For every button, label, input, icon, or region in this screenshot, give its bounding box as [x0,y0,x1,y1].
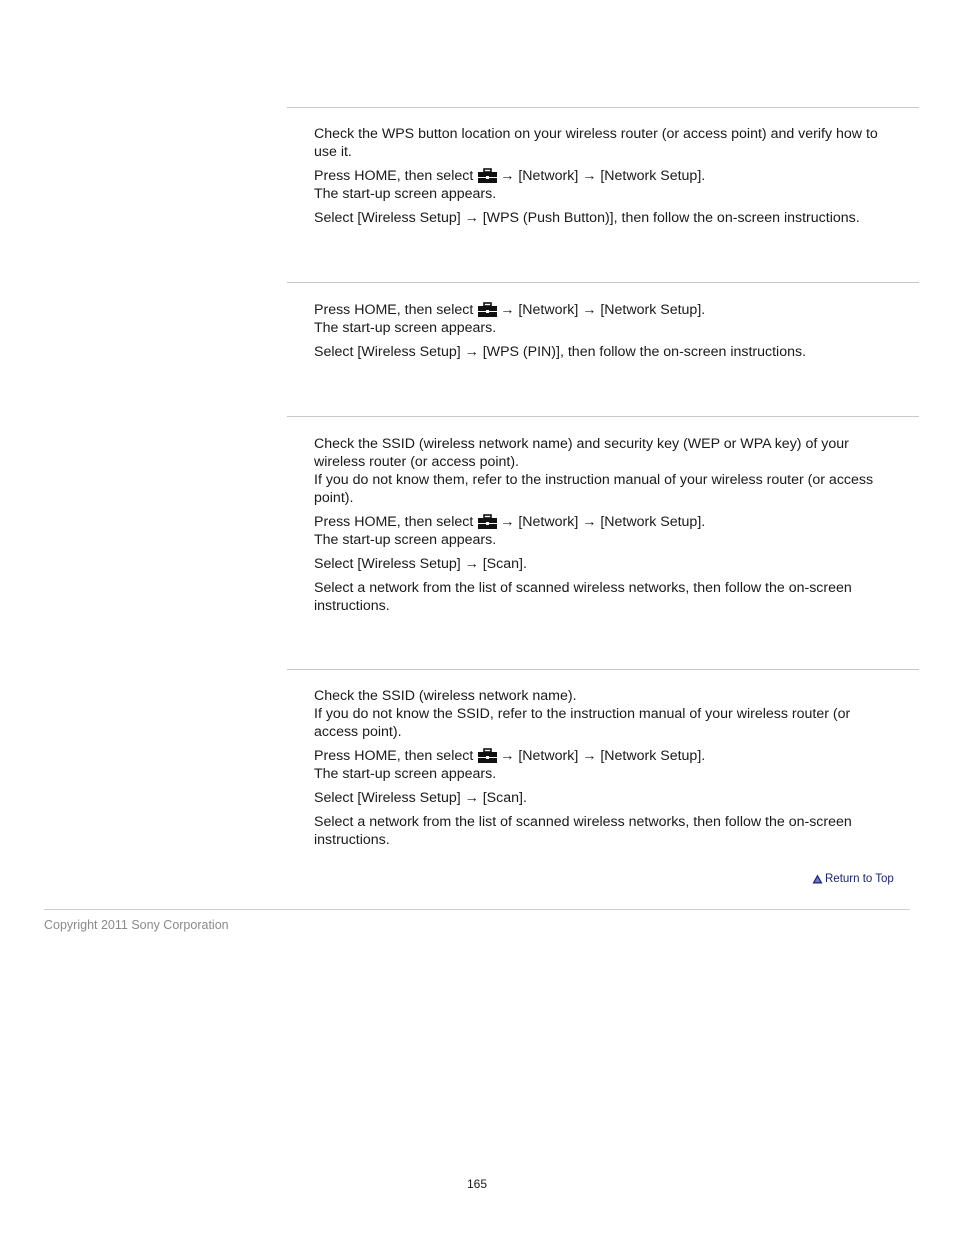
instruction-step [314,813,914,849]
step-text: Select [Wireless Setup] → [Scan]. [314,556,527,572]
instruction-step [314,687,914,741]
step-text: If you do not know them, refer to the instruction manual of your wireless router (or access [314,472,874,488]
instruction-section-scan-ssid [314,687,914,855]
up-triangle-icon [812,874,823,884]
step-text: Select a network from the list of scanned wireless networks, then follow the on-screen [314,814,852,830]
toolbox-icon [477,748,498,764]
step-text: Press HOME, then select [314,748,478,764]
section-divider [287,282,919,283]
step-text: instructions. [314,832,390,848]
footer-divider [44,909,910,910]
return-to-top-label: Return to Top [825,873,894,885]
section-divider [287,669,919,670]
step-line-with-icon [314,747,914,765]
instruction-section-wps-pin [314,301,914,367]
instruction-step [314,301,914,337]
instruction-step [314,513,914,549]
instruction-step [314,579,914,615]
toolbox-icon [477,514,498,530]
step-text: Select [Wireless Setup] → [WPS (Push Button)], then follow the on-screen instructions. [314,210,860,226]
step-text: Check the SSID (wireless network name). [314,688,577,704]
step-text: → [Network] → [Network Setup]. [500,514,706,530]
instruction-section-wps-push [314,125,914,233]
step-text: point). [314,490,354,506]
instruction-section-scan-secured [314,435,914,621]
section-divider [287,416,919,417]
step-text: Select [Wireless Setup] → [Scan]. [314,790,527,806]
step-text: The start-up screen appears. [314,320,497,336]
toolbox-icon [477,302,498,318]
step-text: The start-up screen appears. [314,186,497,202]
step-text: Press HOME, then select [314,168,478,184]
step-text: wireless router (or access point). [314,454,519,470]
step-line-with-icon [314,301,914,319]
step-text: → [Network] → [Network Setup]. [500,168,706,184]
instruction-step [314,125,914,161]
step-text: Check the SSID (wireless network name) and security key (WEP or WPA key) of your [314,436,849,452]
instruction-step [314,167,914,203]
return-to-top-link[interactable] [812,873,894,885]
step-text: use it. [314,144,352,160]
instruction-step [314,555,914,573]
step-text: → [Network] → [Network Setup]. [500,302,706,318]
page-number: 165 [466,1177,488,1191]
step-text: → [Network] → [Network Setup]. [500,748,706,764]
instruction-step [314,747,914,783]
step-text: Press HOME, then select [314,514,478,530]
step-text: Select a network from the list of scanned wireless networks, then follow the on-screen [314,580,852,596]
instruction-step [314,435,914,507]
step-text: instructions. [314,598,390,614]
step-line-with-icon [314,513,914,531]
step-text: access point). [314,724,402,740]
toolbox-icon [477,168,498,184]
step-text: If you do not know the SSID, refer to the instruction manual of your wireless router (or [314,706,851,722]
step-text: Select [Wireless Setup] → [WPS (PIN)], then follow the on-screen instructions. [314,344,807,360]
step-text: Check the WPS button location on your wireless router (or access point) and verify how to [314,126,878,142]
copyright-text: Copyright 2011 Sony Corporation [44,918,229,932]
instruction-step [314,209,914,227]
step-text: Press HOME, then select [314,302,478,318]
step-text: The start-up screen appears. [314,766,497,782]
section-divider [287,107,919,108]
instruction-step [314,789,914,807]
instruction-step [314,343,914,361]
step-text: The start-up screen appears. [314,532,497,548]
step-line-with-icon [314,167,914,185]
